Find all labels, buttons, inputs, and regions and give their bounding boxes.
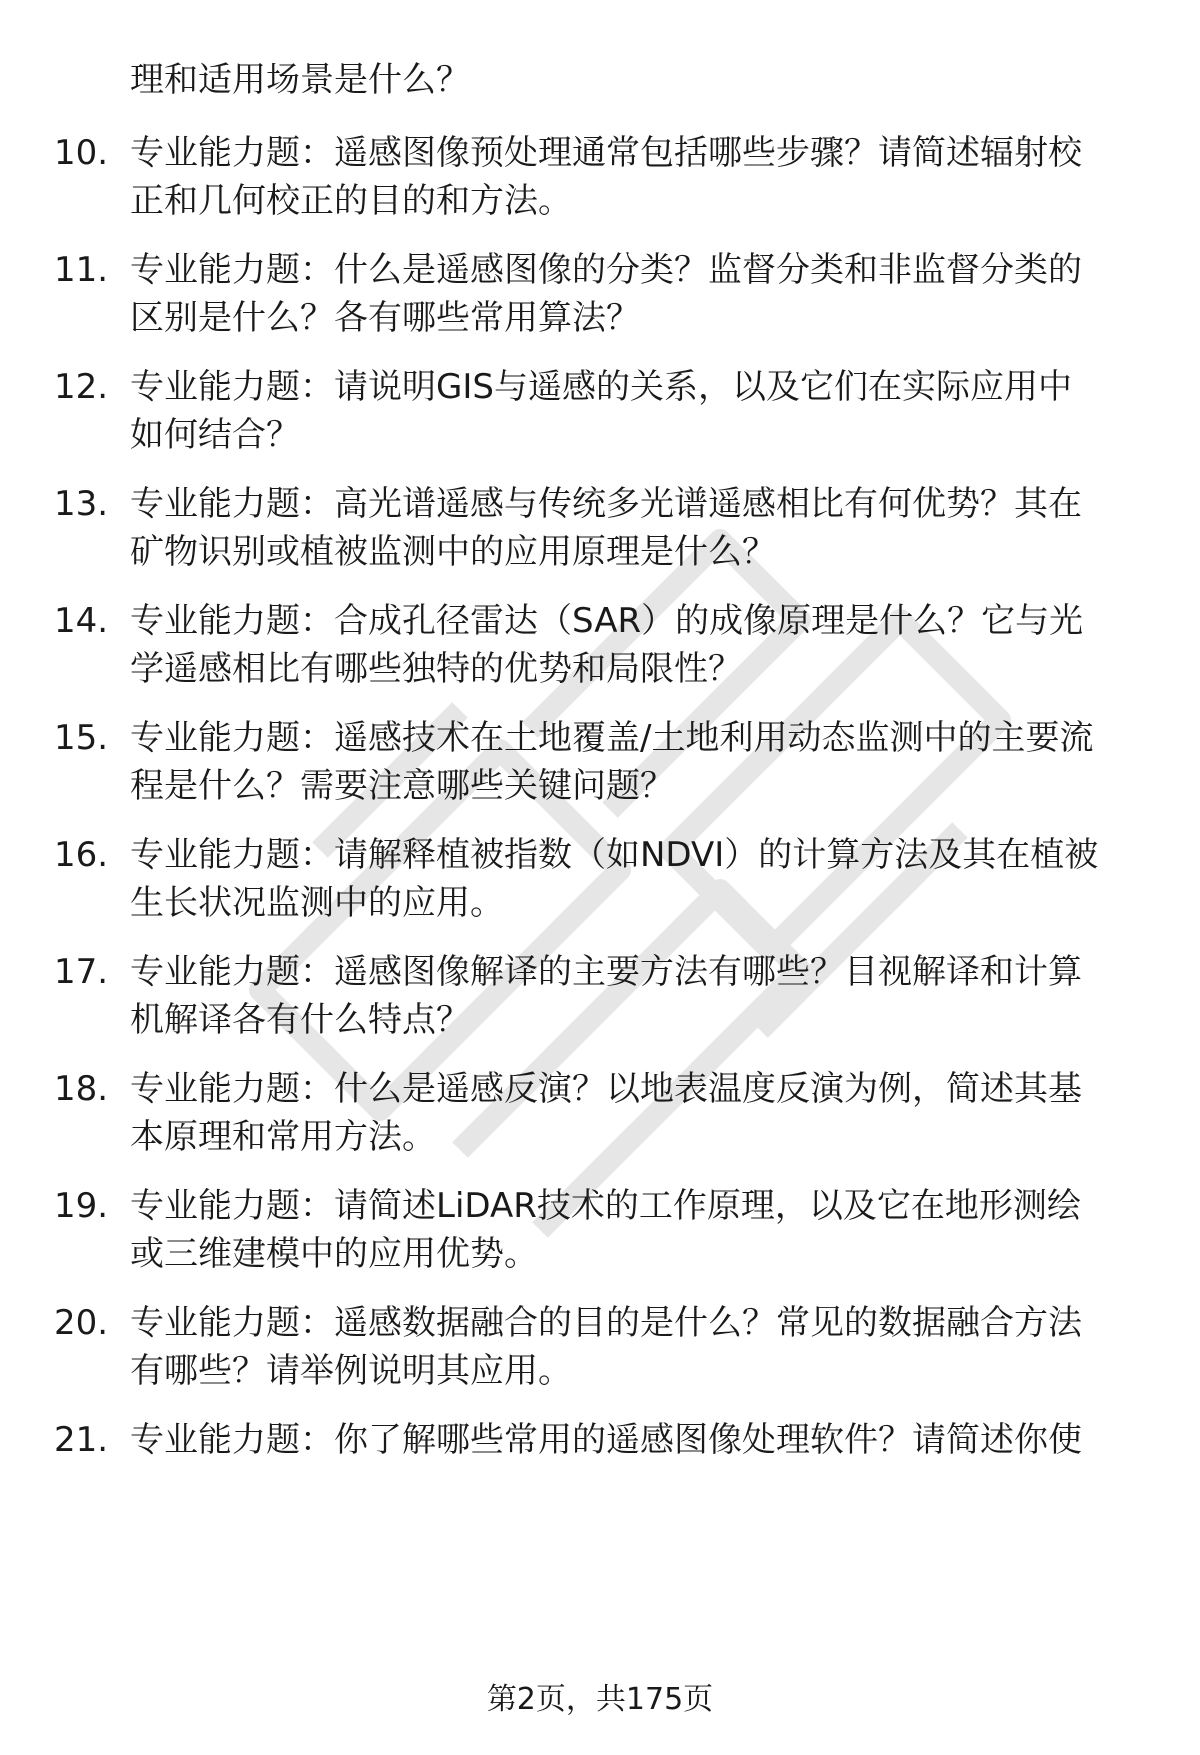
list-item-text: 机解译各有什么特点？ [130, 1000, 470, 1040]
list-item-text: 区别是什么？各有哪些常用算法？ [130, 298, 640, 338]
list-item-number: 12. [54, 367, 109, 407]
list-item-text: 专业能力题：请解释植被指数（如NDVI）的计算方法及其在植被 [130, 835, 1099, 875]
list-item-text: 如何结合？ [130, 415, 300, 455]
list-item-number: 14. [54, 601, 109, 641]
list-item-text: 或三维建模中的应用优势。 [130, 1234, 538, 1274]
page-footer: 第2页，共175页 [486, 1682, 714, 1717]
list-item-text: 生长状况监测中的应用。 [130, 883, 504, 923]
list-item-number: 17. [54, 952, 109, 992]
list-item-text: 专业能力题：什么是遥感反演？以地表温度反演为例，简述其基 [130, 1069, 1082, 1109]
list-item-text: 正和几何校正的目的和方法。 [130, 181, 572, 221]
list-item-text: 本原理和常用方法。 [130, 1117, 436, 1157]
list-item-text: 专业能力题：遥感图像解译的主要方法有哪些？目视解译和计算 [130, 952, 1082, 992]
list-item-text: 有哪些？请举例说明其应用。 [130, 1351, 572, 1391]
list-item-number: 21. [54, 1420, 109, 1460]
list-item-text: 专业能力题：遥感图像预处理通常包括哪些步骤？请简述辐射校 [130, 133, 1082, 173]
list-item-number: 19. [54, 1186, 109, 1226]
list-item-text: 专业能力题：遥感技术在土地覆盖/土地利用动态监测中的主要流 [130, 718, 1094, 758]
continued-item-text: 理和适用场景是什么？ [130, 60, 470, 100]
list-item-text: 程是什么？需要注意哪些关键问题？ [130, 766, 674, 806]
list-item-text: 专业能力题：请简述LiDAR技术的工作原理，以及它在地形测绘 [130, 1186, 1081, 1226]
list-item-number: 15. [54, 718, 109, 758]
list-item-text: 专业能力题：合成孔径雷达（SAR）的成像原理是什么？它与光 [130, 601, 1084, 641]
list-item-text: 学遥感相比有哪些独特的优势和局限性？ [130, 649, 742, 689]
list-item-text: 专业能力题：你了解哪些常用的遥感图像处理软件？请简述你使 [130, 1420, 1082, 1460]
list-item-number: 13. [54, 484, 109, 524]
list-item-number: 18. [54, 1069, 109, 1109]
list-item-number: 16. [54, 835, 109, 875]
list-item-text: 专业能力题：遥感数据融合的目的是什么？常见的数据融合方法 [130, 1303, 1082, 1343]
list-item-text: 专业能力题：什么是遥感图像的分类？监督分类和非监督分类的 [130, 250, 1082, 290]
list-item-text: 专业能力题：高光谱遥感与传统多光谱遥感相比有何优势？其在 [130, 484, 1082, 524]
list-item-text: 矿物识别或植被监测中的应用原理是什么？ [130, 532, 776, 572]
list-item-text: 专业能力题：请说明GIS与遥感的关系，以及它们在实际应用中 [130, 367, 1072, 407]
list-item-number: 10. [54, 133, 109, 173]
list-item-number: 11. [54, 250, 109, 290]
list-item-number: 20. [54, 1303, 109, 1343]
